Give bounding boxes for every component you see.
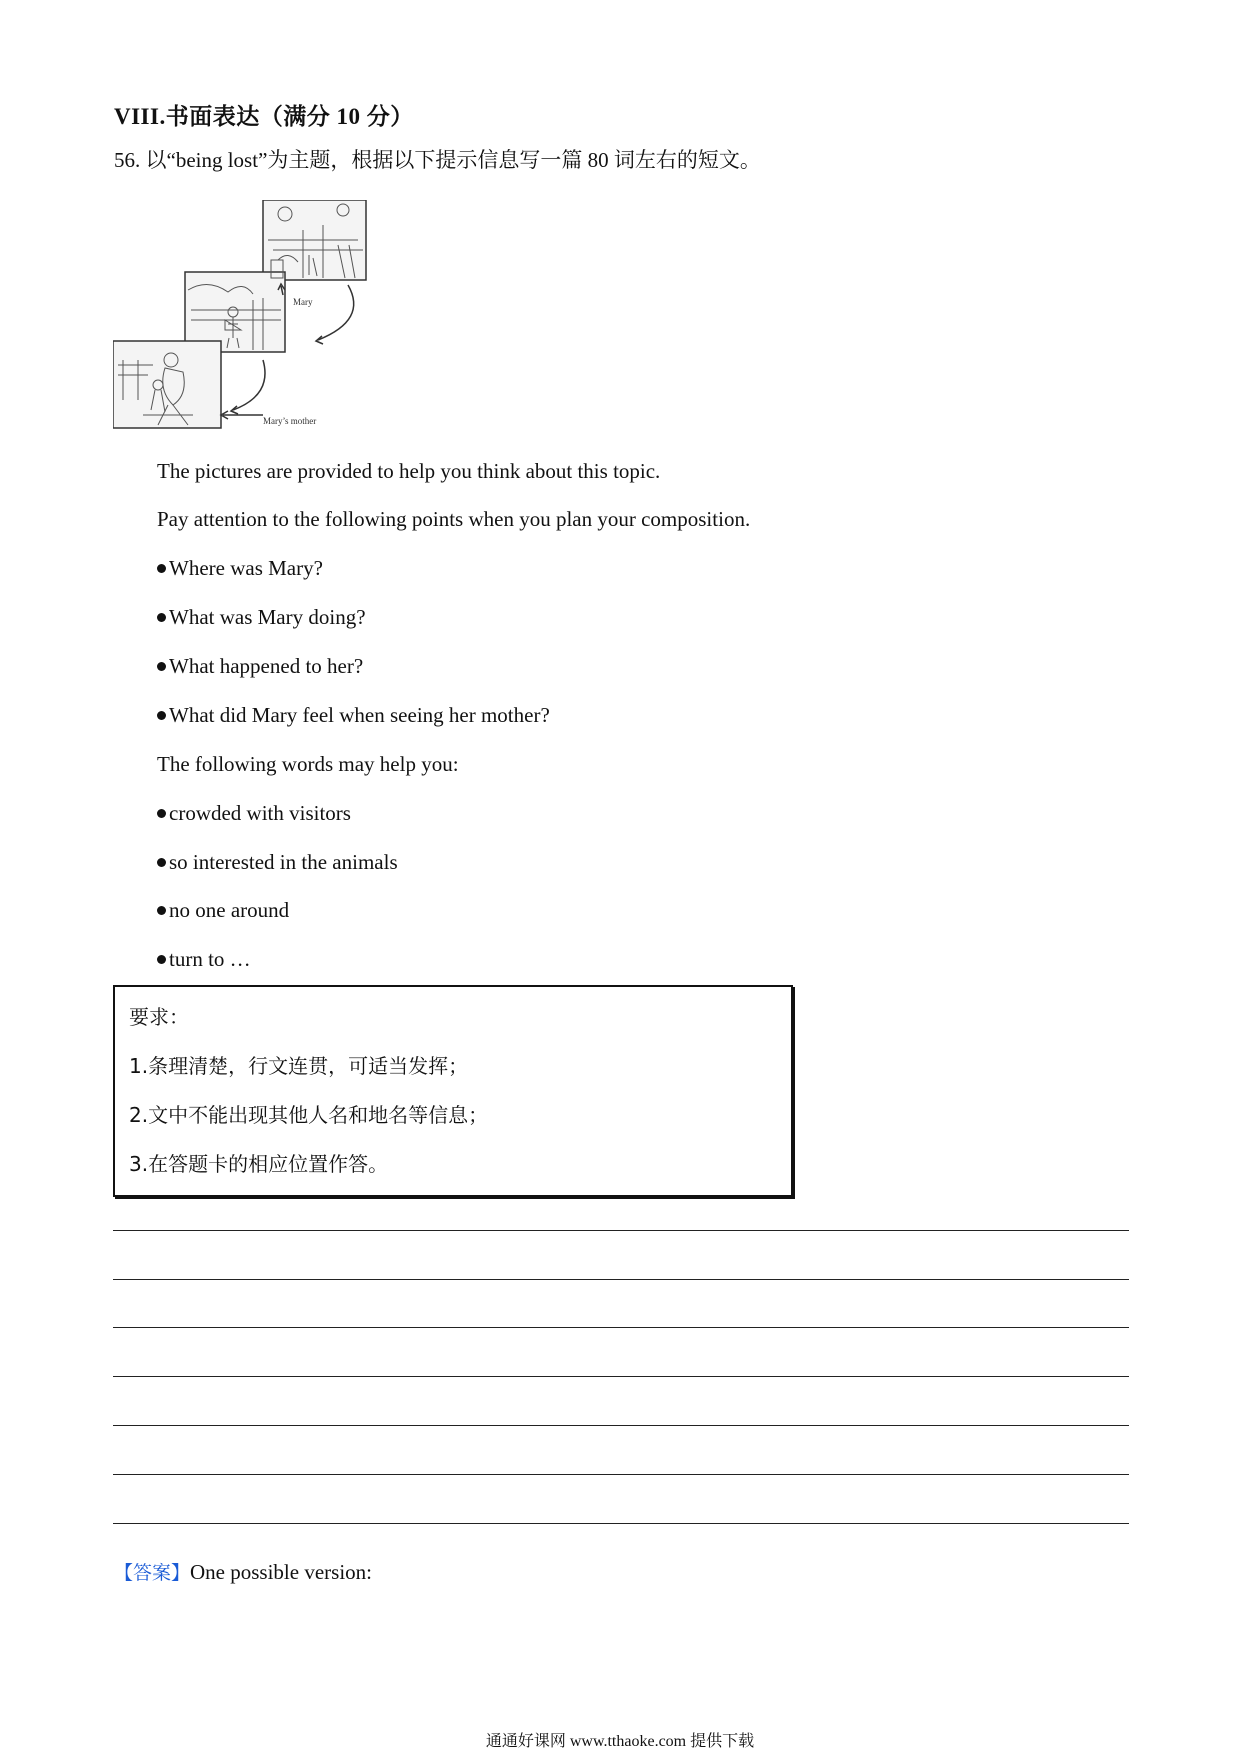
answer-line[interactable] — [113, 1474, 1129, 1475]
intro-text-1: The pictures are provided to help you think about this topic. — [157, 459, 661, 483]
answer-line[interactable] — [113, 1327, 1129, 1328]
intro-text-2: Pay attention to the following points when you plan your composition. — [157, 507, 751, 531]
bullet-icon — [157, 613, 166, 622]
question-prompt: 56. 以“being lost”为主题，根据以下提示信息写一篇 80 词左右的短文。 — [114, 148, 761, 172]
bullet-icon — [157, 809, 166, 818]
answer-line[interactable] — [113, 1376, 1129, 1377]
answer-line[interactable] — [113, 1279, 1129, 1280]
point-text: What did Mary feel when seeing her mother? — [169, 703, 550, 727]
point-item — [157, 654, 363, 679]
answer-line[interactable] — [113, 1230, 1129, 1231]
word-item — [157, 947, 251, 972]
panel-alone — [185, 272, 285, 352]
label-mary-mother: Mary’s mother — [263, 416, 317, 426]
story-illustration — [113, 200, 373, 430]
bullet-icon — [157, 858, 166, 867]
bullet-icon — [157, 906, 166, 915]
requirement-item: 2.文中不能出现其他人名和地名等信息； — [129, 1103, 489, 1127]
requirements-heading: 要求： — [129, 1005, 189, 1029]
bullet-icon — [157, 662, 166, 671]
requirement-item: 3.在答题卡的相应位置作答。 — [129, 1152, 389, 1176]
bullet-icon — [157, 564, 166, 573]
answer-line[interactable] — [113, 1425, 1129, 1426]
point-text: Where was Mary? — [169, 556, 323, 580]
word-text: no one around — [169, 898, 290, 922]
answer-section — [114, 1558, 372, 1585]
word-text: crowded with visitors — [169, 801, 351, 825]
word-item — [157, 850, 398, 875]
section-title: VIII.书面表达（满分 10 分） — [114, 104, 414, 129]
answer-line[interactable] — [113, 1523, 1129, 1524]
point-item — [157, 703, 550, 728]
word-item — [157, 801, 351, 826]
bullet-icon — [157, 955, 166, 964]
label-mary: Mary — [293, 297, 313, 307]
word-item — [157, 898, 289, 923]
requirements-box — [113, 985, 793, 1197]
answer-tag: 【答案】 — [114, 1562, 191, 1584]
words-intro: The following words may help you: — [157, 752, 459, 776]
word-text: turn to … — [169, 947, 251, 971]
bullet-icon — [157, 711, 166, 720]
word-text: so interested in the animals — [169, 850, 398, 874]
footer-credit: 通通好课网 www.tthaoke.com 提供下载 — [485, 1733, 755, 1750]
requirement-item: 1.条理清楚，行文连贯，可适当发挥； — [129, 1054, 469, 1078]
point-item — [157, 556, 323, 581]
point-item — [157, 605, 366, 630]
answer-text: One possible version: — [190, 1560, 372, 1584]
point-text: What was Mary doing? — [169, 605, 366, 629]
point-text: What happened to her? — [169, 654, 364, 678]
